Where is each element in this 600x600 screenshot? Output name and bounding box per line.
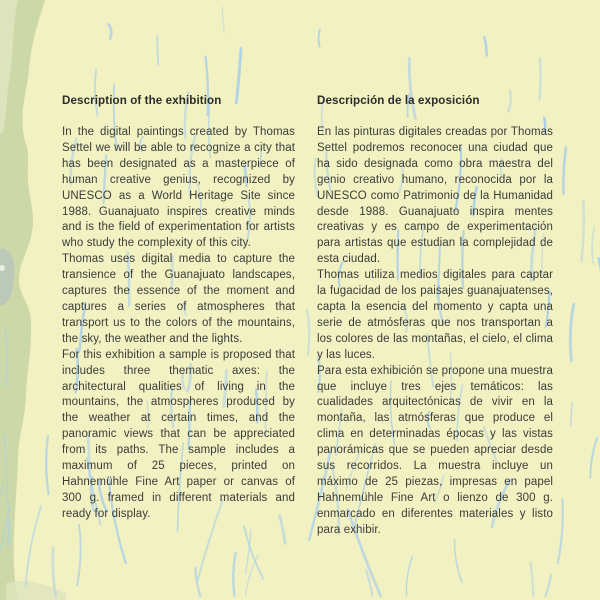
paragraph-es-2: Thomas utiliza medios digitales para captar la fugacidad de los paisajes guanajuatenses, capta la esencia del momento y capta una serie de atmósferas que nos transportan a los colores de las montañas, el cielo, el clima y las luces.: [317, 269, 553, 361]
column-english-heading: Description of the exhibition: [62, 94, 222, 107]
paragraph-es-3: Para esta exhibición se propone una muestra que incluye tres ejes temáticos: las cualidades arquitectónicas de vivir en la montaña, las atmósferas que produce el clima en determinadas épocas y las vistas panorámicas que se pueden apreciar desde sus recorridos. La muestra incluye un máximo de 25 piezas, impresas en papel Hahnemühle Fine Art o lienzo de 300 g. enmarcado en diferentes materiales y listo para exhibir.: [317, 364, 553, 536]
paragraph-es-1: En las pinturas digitales creadas por Thomas Settel podremos reconocer una ciudad que ha sido designada como obra maestra del genio creativo humano, reconocida por la UNESCO como Patrimonio de la Humanidad desde 1988. Guanajuato inspira mentes creativas y es campo de experimentación para artistas que estudian la complejidad de esta ciudad.: [317, 126, 553, 266]
column-spanish-heading: Descripción de la exposición: [317, 94, 480, 107]
paragraph-en-2: Thomas uses digital media to capture the transience of the Guanajuato landscapes, captures the essence of the moment and captures a series of atmospheres that transport us to the colors of the mountains, the sky, the weather and the lights.: [62, 253, 295, 345]
column-spanish: [317, 94, 553, 539]
paragraph-en-3: For this exhibition a sample is proposed that includes three thematic axes: the architectural qualities of living in the mountains, the atmospheres produced by the weather at certain times, and the panoramic views that can be appreciated from its paths. The sample includes a maximum of 25 pieces, printed on Hahnemühle Fine Art paper or canvas of 300 g. framed in different materials and ready for display.: [62, 348, 295, 520]
green-wash-left: [0, 0, 66, 600]
paragraph-en-1: In the digital paintings created by Thomas Settel we will be able to recognize a city that has been designated as a masterpiece of human creative genius, recognized by UNESCO as a World Heritage Site since 1988. Guanajuato inspires creative minds and is the field of experimentation for artists who study the complexity of this city.: [62, 126, 295, 250]
column-english: [62, 94, 295, 523]
